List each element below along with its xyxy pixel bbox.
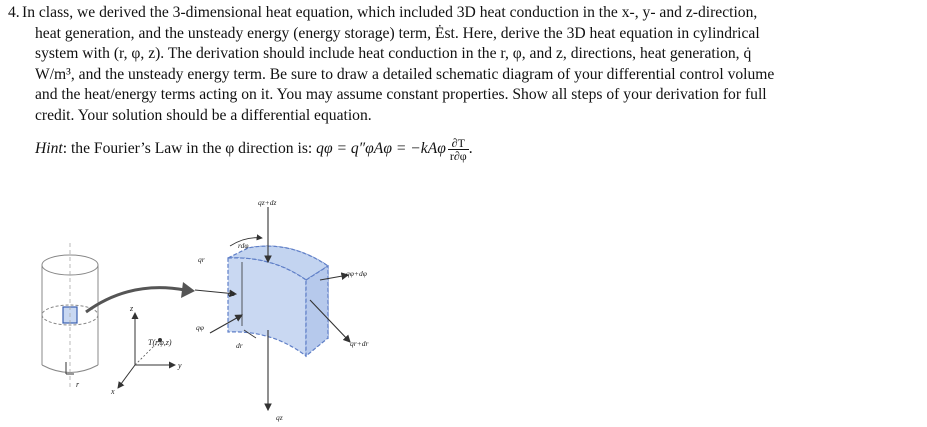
hint-label: Hint [35,140,63,158]
label-qr-dr: qr+dr [350,339,369,348]
label-qz: qz [276,413,283,422]
cylinder-sketch [42,243,98,390]
problem-line-6: credit. Your solution should be a differential equation. [35,106,372,124]
label-rdphi: rdφ [238,241,249,250]
hint-frac-bottom: r∂φ [449,149,467,163]
label-axis-z: z [130,304,134,313]
label-axis-y: y [178,361,182,370]
control-volume [228,246,328,356]
label-qphi: qφ [196,323,204,332]
x-axis [118,365,135,388]
coordinate-axes [66,304,182,396]
hint-trailing: . [468,140,473,158]
hint-equation: qφ = q″φAφ = −kAφ [316,140,446,158]
zoom-arrowhead [181,282,195,298]
label-qphi-dphi: qφ+dφ [346,269,367,278]
problem-line-4: W/m³, and the unsteady energy term. Be sure to draw a detailed schematic diagram of your differential control volume [35,65,775,83]
problem-line-2: heat generation, and the unsteady energy (energy storage) term, Ėst. Here, derive the 3D heat equation in cylindrical [35,24,760,42]
hint-frac-top: ∂T [448,137,469,150]
problem-number: 4. [8,4,20,21]
label-axis-r: r [76,380,80,389]
label-qz-dz: qz+dz [258,198,277,207]
problem-line-3: system with (r, φ, z). The derivation should include heat conduction in the r, φ, and z, directions, heat generation, q̇ [35,45,752,63]
hint-text: : the Fourier’s Law in the φ direction is: [62,140,317,158]
label-dr: dr [236,341,243,350]
label-axis-x: x [111,387,115,396]
problem-line-1: In class, we derived the 3-dimensional heat equation, which included 3D heat conduction in the x-, y- and z-direction, [22,4,758,21]
zoom-arrow [86,288,185,312]
label-qr: qr [198,255,205,264]
problem-line-5: and the heat/energy terms acting on it. You may assume constant properties. Show all steps of your derivation for full [35,86,767,104]
label-point: T(r,φ,z) [148,338,172,347]
label-dz: dz [228,289,235,298]
